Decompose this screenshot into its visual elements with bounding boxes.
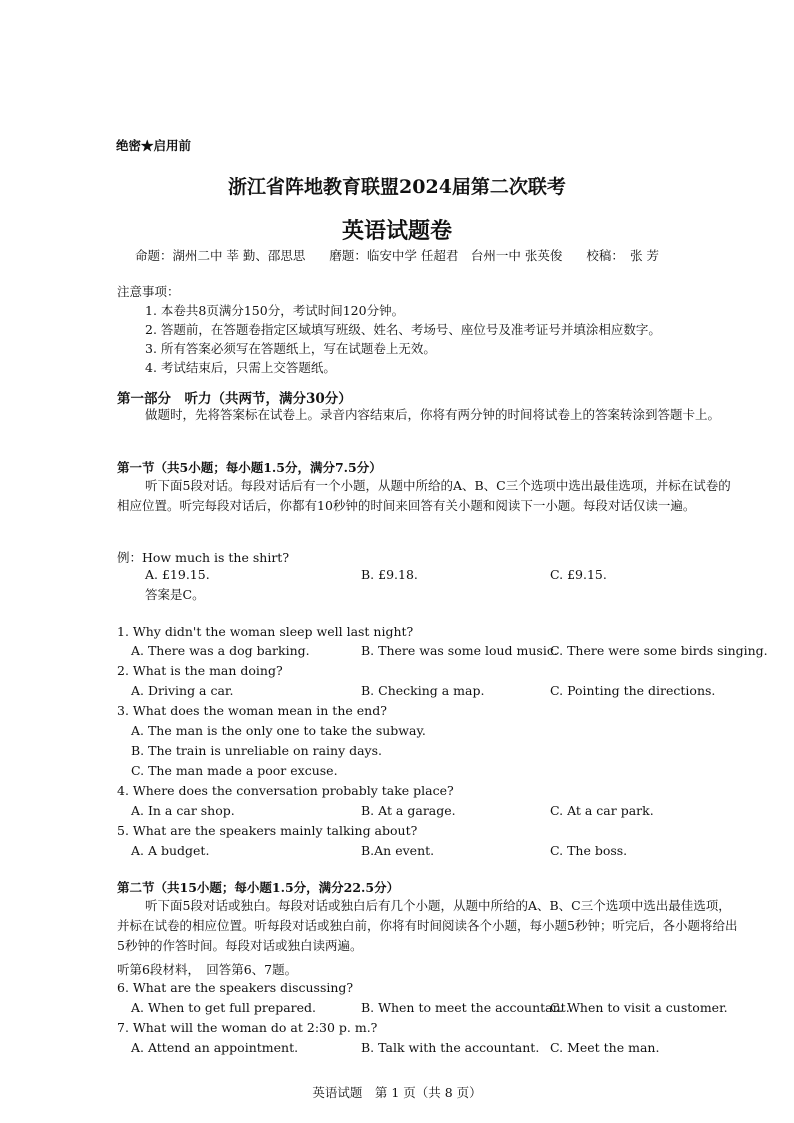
example-option-b: B. £9.18.	[361, 567, 418, 582]
q7-option-b: B. Talk with the accountant.	[361, 1040, 540, 1055]
credit-reviewer: 磨题：临安中学 任超君 台州一中 张英俊	[329, 248, 563, 263]
q5-option-b: B.An event.	[361, 843, 435, 858]
example-answer: 答案是C。	[145, 587, 205, 602]
example-option-c: C. £9.15.	[550, 567, 607, 582]
part1-heading: 第一部分 听力（共两节，满分30分）	[117, 391, 352, 407]
q1-option-a: A. There was a dog barking.	[131, 643, 310, 658]
question-2: 2. What is the man doing?	[117, 663, 283, 678]
q4-option-a: A. In a car shop.	[131, 803, 235, 818]
q4-option-b: B. At a garage.	[361, 803, 456, 818]
note-item: 4. 考试结束后，只需上交答题纸。	[145, 360, 336, 375]
note-item: 2. 答题前，在答题卷指定区域填写班级、姓名、考场号、座位号及准考证号并填涂相应数字。	[145, 322, 661, 337]
q6-option-c: C. When to visit a customer.	[550, 1000, 728, 1015]
note-item: 3. 所有答案必须写在答题纸上，写在试题卷上无效。	[145, 341, 436, 356]
section1-intro: 听下面5段对话。每段对话后有一个小题，从题中所给的A、B、C三个选项中选出最佳选项，并标在试卷的相应位置。听完每段对话后，你都有10秒钟的时间来回答有关小题和阅读下一小题。每段对话仅读一遍。	[117, 478, 731, 513]
q3-option-b: B. The train is unreliable on rainy days.	[131, 743, 383, 758]
q5-option-c: C. The boss.	[550, 843, 628, 858]
secret-label: 绝密★启用前	[116, 138, 192, 153]
q5-option-a: A. A budget.	[131, 843, 210, 858]
credits-line	[0, 246, 794, 264]
note-item: 1. 本卷共8页满分150分，考试时间120分钟。	[145, 303, 405, 318]
question-1: 1. Why didn't the woman sleep well last night?	[117, 624, 414, 639]
question-6: 6. What are the speakers discussing?	[117, 980, 354, 995]
question-7: 7. What will the woman do at 2:30 p. m.?	[117, 1020, 378, 1035]
exam-subtitle: 英语试题卷	[341, 218, 452, 244]
q2-option-a: A. Driving a car.	[131, 683, 234, 698]
part1-intro: 做题时，先将答案标在试卷上。录音内容结束后，你将有两分钟的时间将试卷上的答案转涂到答题卡上。	[145, 407, 721, 422]
q6-option-a: A. When to get full prepared.	[131, 1000, 317, 1015]
credit-proofreader: 校稿： 张 芳	[586, 248, 660, 263]
q1-option-b: B. There was some loud music.	[361, 643, 558, 658]
q6-option-b: B. When to meet the accountant.	[361, 1000, 570, 1015]
credit-setter: 命题：湖州二中 莘 勤、邵思思	[134, 248, 306, 263]
question-3: 3. What does the woman mean in the end?	[117, 703, 387, 718]
q1-option-c: C. There were some birds singing.	[550, 643, 768, 658]
q2-option-c: C. Pointing the directions.	[550, 683, 716, 698]
question-4: 4. Where does the conversation probably take place?	[117, 783, 454, 798]
section2-intro: 听下面5段对话或独白。每段对话或独白后有几个小题，从题中所给的A、B、C三个选项中选出最佳选项，并标在试卷的相应位置。听每段对话或独白前，你将有时间阅读各个小题，每小题5秒钟；听完后，各小题将给出5秒钟的作答时间。每段对话或独白读两遍。	[117, 898, 738, 953]
question-5: 5. What are the speakers mainly talking about?	[117, 823, 418, 838]
notes-heading: 注意事项：	[117, 284, 180, 299]
q3-option-a: A. The man is the only one to take the subway.	[131, 723, 426, 738]
q7-option-c: C. Meet the man.	[550, 1040, 660, 1055]
q7-option-a: A. Attend an appointment.	[131, 1040, 299, 1055]
section1-heading: 第一节（共5小题；每小题1.5分，满分7.5分）	[117, 460, 382, 475]
example-option-a: A. £19.15.	[145, 567, 210, 582]
section2-heading: 第二节（共15小题；每小题1.5分，满分22.5分）	[117, 880, 400, 895]
q2-option-b: B. Checking a map.	[361, 683, 485, 698]
example-question: 例：How much is the shirt?	[117, 550, 290, 565]
exam-title: 浙江省阵地教育联盟2024届第二次联考	[228, 176, 566, 198]
q3-option-c: C. The man made a poor excuse.	[131, 763, 338, 778]
q4-option-c: C. At a car park.	[550, 803, 654, 818]
material-instruction: 听第6段材料， 回答第6、7题。	[117, 962, 298, 977]
page-footer: 英语试题 第 1 页（共 8 页）	[312, 1085, 482, 1100]
